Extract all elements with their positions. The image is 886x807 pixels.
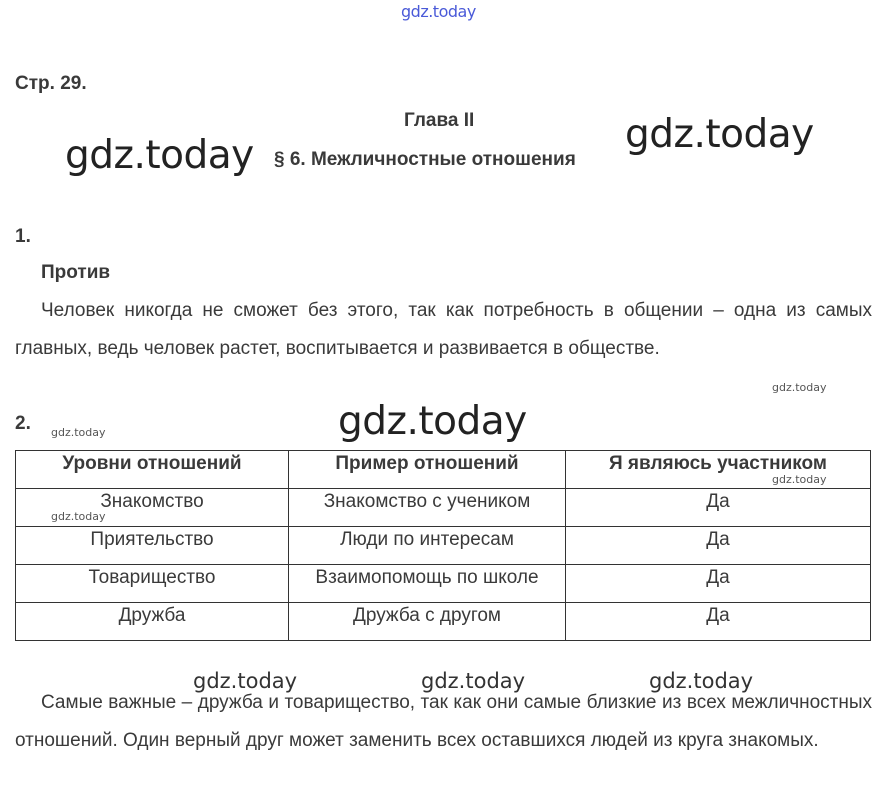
table-row: [16, 489, 871, 527]
watermark-small: gdz.today: [772, 473, 827, 486]
answer-heading: Против: [41, 262, 111, 283]
watermark-top: gdz.today: [401, 2, 476, 21]
task-number: 2.: [15, 413, 31, 434]
table-cell: Да: [566, 489, 871, 527]
table-cell: Товарищество: [16, 565, 289, 603]
task-number: 1.: [15, 226, 31, 247]
watermark-medium: gdz.today: [649, 669, 754, 693]
watermark-large: gdz.today: [65, 133, 254, 178]
watermark-large: gdz.today: [625, 112, 814, 157]
table-cell: Знакомство: [16, 489, 289, 527]
column-header: Пример отношений: [289, 451, 566, 489]
table-header-row: [16, 451, 871, 489]
watermark-small: gdz.today: [51, 510, 106, 523]
task2-conclusion: Самые важные – дружба и товарищество, так как они самые близкие из всех межличностных отношений. Один верный друг может заменить всех оставшихся людей из круга знакомых.: [15, 692, 872, 751]
task1-answer: Человек никогда не сможет без этого, так как потребность в общении – одна из самых главных, ведь человек растет, воспитывается и развивается в обществе.: [15, 300, 872, 359]
table-cell: Да: [566, 603, 871, 641]
table-cell: Приятельство: [16, 527, 289, 565]
watermark-medium: gdz.today: [193, 669, 298, 693]
table-cell: Да: [566, 527, 871, 565]
watermark-large: gdz.today: [338, 399, 527, 444]
column-header: Я являюсь участником: [566, 451, 871, 489]
table-cell: Дружба: [16, 603, 289, 641]
table-cell: Взаимопомощь по школе: [289, 565, 566, 603]
section-title: § 6. Межличностные отношения: [274, 149, 576, 170]
table-cell: Да: [566, 565, 871, 603]
chapter-title: Глава II: [404, 110, 475, 131]
table-row: [16, 603, 871, 641]
table-cell: Люди по интересам: [289, 527, 566, 565]
table-cell: Дружба с другом: [289, 603, 566, 641]
watermark-medium: gdz.today: [421, 669, 526, 693]
watermark-small: gdz.today: [772, 381, 827, 394]
watermark-small: gdz.today: [51, 426, 106, 439]
table-row: [16, 565, 871, 603]
relationships-table: [15, 450, 871, 641]
table-cell: Знакомство с учеником: [289, 489, 566, 527]
page-reference: Стр. 29.: [15, 73, 87, 94]
column-header: Уровни отношений: [16, 451, 289, 489]
table-row: [16, 527, 871, 565]
